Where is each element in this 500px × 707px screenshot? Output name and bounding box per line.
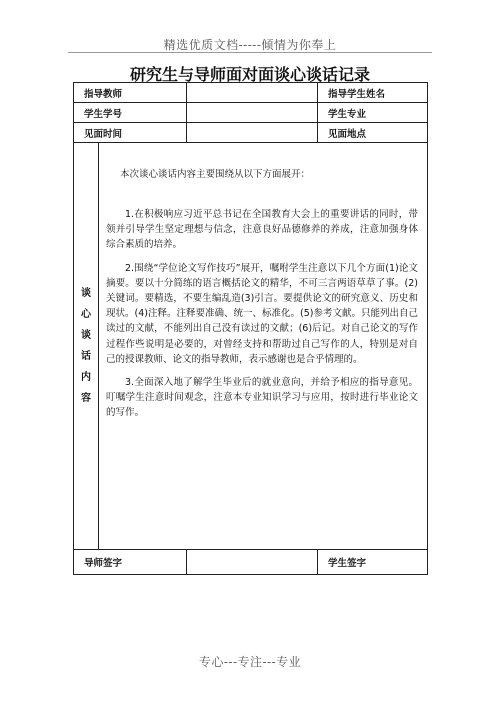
student-id-field[interactable] — [187, 103, 318, 123]
form-row-content — [74, 143, 428, 550]
advisor-field[interactable] — [187, 83, 318, 103]
record-form — [73, 82, 428, 575]
document-title: 研究生与导师面对面谈心谈话记录 — [129, 65, 370, 84]
student-name-label: 指导学生姓名 — [318, 83, 428, 103]
meeting-time-label: 见面时间 — [74, 123, 187, 143]
content-item: 1.在积极响应习近平总书记在全国教育大会上的重要讲话的同时，带领并引导学生坚定理想与信念，注意良好品德修养的养成，注意加强身体综合素质的培养。 — [106, 209, 419, 251]
major-label: 学生专业 — [318, 103, 428, 123]
content-intro: 本次谈心谈话内容主要围绕从以下方面展开： — [120, 169, 311, 180]
advisor-label: 指导教师 — [74, 83, 187, 103]
content-item: 2.围绕“学位论文写作技巧”展开，嘱咐学生注意以下几个方面(1)论文摘要。要以十分简练的语言概括论文的精华，不可三言两语草草了事。(2)关键词。要精选，不要生编乱造(3)引言。要提供论文的研究意义、历史和现状。(4)注释。注释要准确、统一、标准化。(5)参考文献。只能列出自己读过的文献，不能列出自己没有读过的文献；(6)后记。对自己论文的写作过程作些说明是必要的，对曾经支持和帮助过自己写作的人，特别是对自己的授课教师、论文的指导教师，表示感谢也是合乎情理的。 — [106, 262, 419, 365]
content-item: 3.全面深入地了解学生毕业后的就业意向，并给予相应的指导意见。叮嘱学生注意时间观念，注意本专业知识学习与应用，按时进行毕业论文的写作。 — [106, 377, 419, 419]
conversation-content[interactable] — [99, 143, 428, 550]
header-divider — [68, 52, 432, 53]
meeting-place-label: 见面地点 — [318, 123, 428, 143]
advisor-signature-field[interactable] — [187, 550, 318, 575]
form-row-student — [74, 103, 428, 123]
form-row-advisor — [74, 83, 428, 103]
form-row-signatures — [74, 550, 428, 575]
student-id-label: 学生学号 — [74, 103, 187, 123]
advisor-signature-label: 导师签字 — [74, 550, 187, 575]
page-footer: 专心---专注---专业 — [198, 655, 302, 669]
form-row-meeting — [74, 123, 428, 143]
page-header: 精选优质文档-----倾情为你奉上 — [163, 38, 337, 52]
meeting-time-field[interactable] — [187, 123, 318, 143]
content-section-label: 谈 心 谈 话 内 容 — [74, 143, 99, 550]
student-signature-label: 学生签字 — [318, 550, 428, 575]
